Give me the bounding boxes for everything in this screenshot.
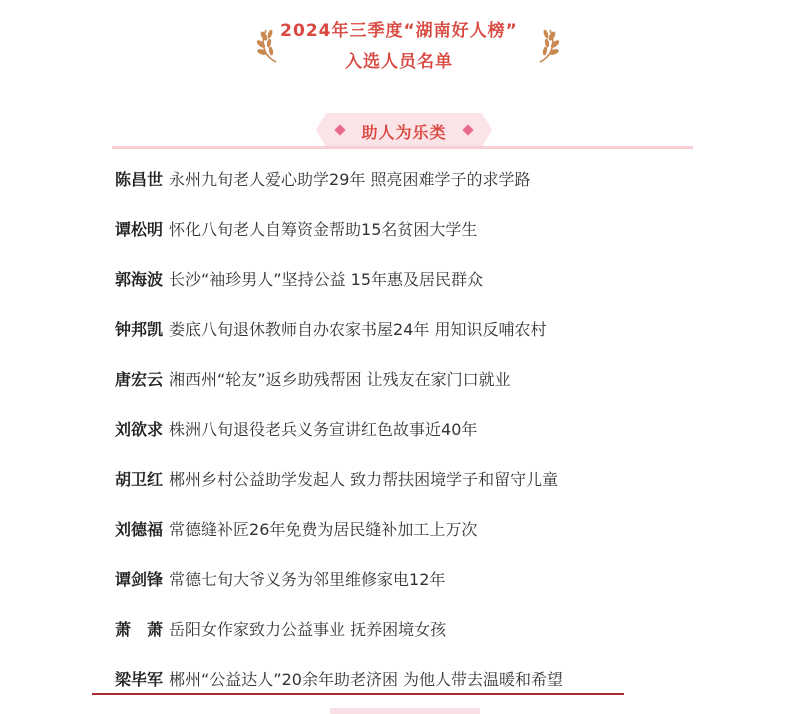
list-item xyxy=(115,258,715,302)
list-item xyxy=(115,308,715,352)
entry-desc: 长沙“袖珍男人”坚持公益 15年惠及居民群众 xyxy=(169,270,484,289)
list-item xyxy=(115,508,715,552)
entry-name: 萧 萧 xyxy=(115,620,164,639)
list-item xyxy=(115,208,715,252)
bottom-divider xyxy=(92,693,624,695)
laurel-right-icon xyxy=(530,24,564,64)
category-label: 助人为乐类 xyxy=(361,123,447,142)
entry-name: 郭海波 xyxy=(115,270,164,289)
entry-name: 刘德福 xyxy=(115,520,164,539)
entry-name: 胡卫红 xyxy=(115,470,164,489)
entry-name: 谭松明 xyxy=(115,220,164,239)
next-section-ribbon xyxy=(330,708,480,714)
entry-desc: 娄底八旬退休教师自办农家书屋24年 用知识反哺农村 xyxy=(169,320,547,339)
top-divider xyxy=(112,146,693,149)
entry-desc: 岳阳女作家致力公益事业 抚养困境女孩 xyxy=(169,620,447,639)
entry-name: 唐宏云 xyxy=(115,370,164,389)
header xyxy=(0,0,798,80)
entry-desc: 株洲八旬退役老兵义务宣讲红色故事近40年 xyxy=(169,420,478,439)
entry-desc: 怀化八旬老人自筹资金帮助15名贫困大学生 xyxy=(169,220,478,239)
list-item xyxy=(115,408,715,452)
entry-name: 钟邦凯 xyxy=(115,320,164,339)
category-heading xyxy=(316,113,492,147)
entry-desc: 郴州“公益达人”20余年助老济困 为他人带去温暖和希望 xyxy=(169,670,564,689)
entry-desc: 永州九旬老人爱心助学29年 照亮困难学子的求学路 xyxy=(169,170,531,189)
page-subtitle: 入选人员名单 xyxy=(345,52,453,72)
entry-desc: 常德七旬大爷义务为邻里维修家电12年 xyxy=(169,570,446,589)
list-item xyxy=(115,158,715,202)
list-item xyxy=(115,558,715,602)
list-item xyxy=(115,358,715,402)
page-title: 2024年三季度“湖南好人榜” xyxy=(280,21,518,41)
entry-name: 陈昌世 xyxy=(115,170,164,189)
entry-desc: 湘西州“轮友”返乡助残帮困 让残友在家门口就业 xyxy=(169,370,511,389)
list-item xyxy=(115,458,715,502)
entry-name: 刘欲求 xyxy=(115,420,164,439)
entry-name: 谭剑锋 xyxy=(115,570,164,589)
entry-name: 梁毕军 xyxy=(115,670,164,689)
list-item xyxy=(115,608,715,652)
entry-desc: 常德缝补匠26年免费为居民缝补加工上万次 xyxy=(169,520,478,539)
list-item xyxy=(115,658,715,702)
entry-desc: 郴州乡村公益助学发起人 致力帮扶困境学子和留守儿童 xyxy=(169,470,559,489)
